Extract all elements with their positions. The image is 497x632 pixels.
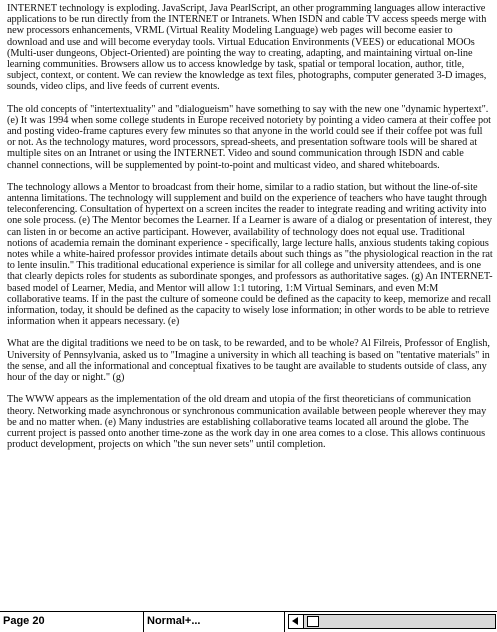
status-divider <box>284 612 285 632</box>
horizontal-scrollbar[interactable] <box>288 614 496 629</box>
paragraph: The technology allows a Mentor to broadcast from their home, similar to a radio station, but without the line-of-site antenna limitations. The technology will supplement and build on the experience of teachers who have taught through teleconferencing. Consultation of hypertext on a screen incites the reader to integrate reading and writing activity into one sole process. (e) The Mentor becomes the Learner. If a Learner is aware of a dialog or presentation of interest, they can listen in or become an active participant. However, availability of technology does not equal use. Traditional notions of academia remain the dominant experience - specifically, large lecture halls, anxious students taking copious notes while a white-haired professor provides intimate details about such things as "the physiological reaction in the rat to lente insulin." This traditional educational experience is similar for all college and university attendees, and is one that clearly depicts roles for students as subordinate sponges, and professors as authoritative sages. (g) An INTERNET-based model of Learner, Media, and Mentor will allow 1:1 tutoring, 1:M Virtual Seminars, and even M:M collaborative teams. If in the past the culture of someone could be defined as the capacity to keep, memorize and recall information, today, it should be defined as the capacity to wisely lose information; in other words to be able to retrieve information when it appears necessary. (e) <box>7 181 493 328</box>
scroll-thumb[interactable] <box>307 616 319 627</box>
status-divider <box>143 612 144 632</box>
scroll-left-arrow-icon[interactable] <box>289 615 304 628</box>
paragraph: What are the digital traditions we need to be on task, to be rewarded, and to be whole? Al Filreis, Professor of English, University of Pennsylvania, asked us to "Imagine a university in which all teaching is based on "tentative materials" in the sense, and all the informational and conceptual fixatives to be taught are available to students outside of class, any hour of the day or night." (g) <box>7 338 490 384</box>
paragraph: INTERNET technology is exploding. JavaScript, Java PearlScript, an other programming languages allow interactive applications to be run directly from the INTERNET or Intranets. When ISDN and cable TV access speeds merge with new processors enhancements, VRML (Virtual Reality Modeling Language) web pages will become easier to download and use and will become everyday tools. Virtual Education Environments (VEES) or educational MOOs (Multi-user dungeons, Object-Oriented) are pointing the way to creating, adapting, and maintaining virtual on-line learning communities. Browsers allow us to access knowledge by task, spatial or temporal location, author, title, subject, context, or content. We can review the knowledge as text files, photographs, computer generated 3-D images, sounds, video clips, and live feeds of current events. <box>7 3 487 93</box>
document-body[interactable] <box>7 3 493 461</box>
style-indicator[interactable]: Normal+... <box>147 615 201 627</box>
paragraph: The WWW appears as the implementation of the old dream and utopia of the first theoreticians of communication theory. Networking made asynchronous or synchronous communication available between people wherever they may be and no matter when. (e) Many industries are establishing collaborative teams located all around the globe. The current project is passed onto another time-zone as the work day in one area comes to a close. This allows continuous product development, projects on which "the sun never sets" until completion. <box>7 394 487 451</box>
page-number[interactable]: Page 20 <box>3 615 45 627</box>
paragraph: The old concepts of "intertextuality" and "dialogueism" have something to say with the new one "dynamic hypertext". (e) It was 1994 when some college students in Europe received notoriety by pointing a video camera at their coffee pot and posting video-frame captures every few minutes so that anyone in the world could see if their coffee pot was full or not. As the technology matures, word processors, spread-sheets, and presentation software tools will be shared at multiple sites on an Intranet or using the INTERNET. Video and sound communication through ISDN and cable channel connections, will be supplemented by point-to-point and multicast video, and shared whiteboards. <box>7 103 491 171</box>
status-bar <box>0 611 497 632</box>
